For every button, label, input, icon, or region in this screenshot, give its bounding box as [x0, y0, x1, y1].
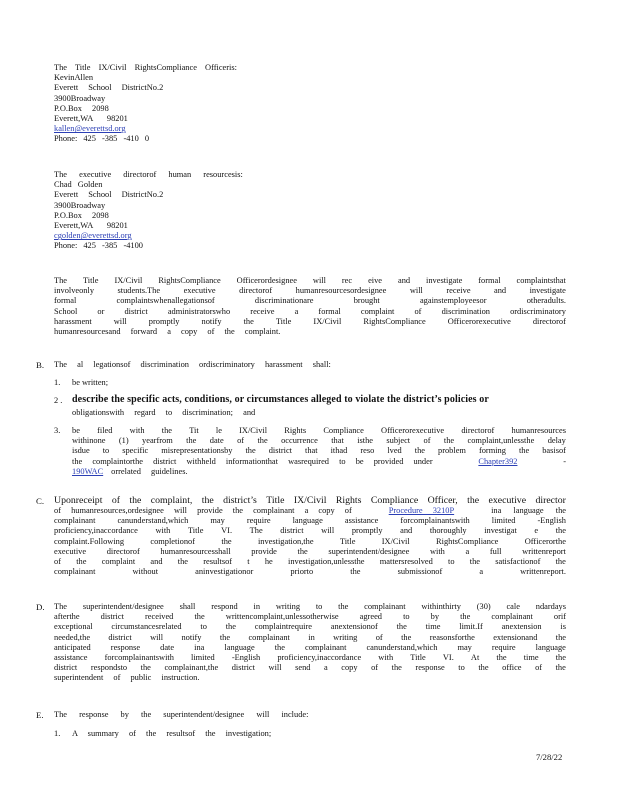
paragraph-line: Uponreceipt of the complaint, the district’s Title IX/Civil Rights Compliance Officer, the executive director	[54, 495, 566, 506]
paragraph-line	[72, 457, 566, 467]
section-b-item-2-bold: describe the specific acts, conditions, or circumstances alleged to violate the district’s policies or	[72, 394, 489, 405]
line-text: of humanresources,ordesignee will provide the complainant a copy of	[54, 506, 352, 515]
procedure-3210p-link[interactable]: Procedure 3210P	[388, 506, 455, 515]
contact-org: Everett School DistrictNo.2	[54, 190, 164, 200]
contact-phone: Phone: 425 -385 -4100	[54, 241, 143, 251]
paragraph-line: be filed with the Tit le IX/Civil Rights Compliance Officerorexecutive directorof humanresources	[72, 426, 566, 435]
line-text: ina language the	[491, 506, 566, 515]
paragraph-line: assistance forcomplainantswith limited -English proficiency,inaccordance with Title VI. At the time the	[54, 653, 566, 663]
line-text: orrelated guidelines.	[111, 466, 188, 476]
contact-street: 3900Broadway	[54, 93, 106, 103]
paragraph-line: isdue to specific misrepresentationsby the district that ithad reso lved the problem forming the basisof	[72, 446, 566, 456]
paragraph-line: afterthe district received the writtencomplaint,unlessotherwise agreed to by the complainant orif	[54, 612, 566, 622]
paragraph-line: complainant without aninvestigationor priorto the submissionof a writtenreport.	[54, 567, 566, 577]
paragraph-line	[54, 506, 566, 516]
contact-compliance-officer	[54, 63, 237, 145]
item-number: 2 .	[54, 396, 63, 405]
contact-phone: Phone: 425 -385 -410 0	[54, 134, 150, 144]
paragraph-line: district respondsto the complainant,the district will send a copy of the response to the office of the	[54, 663, 566, 673]
paragraph-line	[72, 467, 566, 477]
contact-pobox: P.O.Box 2098	[54, 210, 109, 220]
paragraph-line: proficiency,inaccordance with Title VI. The district will promptly and thoroughly investigat e the	[54, 526, 566, 536]
paragraph-line: complainant canunderstand,which may require language assistance forcomplainantswith limited -English	[54, 516, 566, 526]
contact-name: KevinAllen	[54, 73, 94, 83]
paragraph-line: exceptional circumstancesrelated to the complaintrequire anextensionof the time limit.If anextension is	[54, 622, 566, 632]
contact-pobox: P.O.Box 2098	[54, 103, 109, 113]
dash: -	[563, 456, 566, 466]
section-b-item-2-line2: obligationswith regard to discrimination; and	[72, 408, 256, 417]
contact-name: Chad Golden	[54, 180, 103, 190]
contact-intro: The Title IX/Civil RightsCompliance Officeris:	[54, 63, 237, 72]
paragraph-line: needed,the district will notify the complainant in writing of the reasonsforthe extensionand the	[54, 632, 566, 642]
item-number: 1.	[54, 729, 61, 738]
paragraph-line: The superintendent/designee shall respond in writing to the complainant withinthirty (30) cale ndardays	[54, 602, 566, 611]
section-e-text: The response by the superintendent/designee will include:	[54, 710, 309, 719]
contact-email-link[interactable]: kallen@everettsd.org	[54, 124, 126, 134]
paragraph-line: harassment will promptly notify the Title IX/Civil RightsCompliance Officerorexecutive directorof	[54, 316, 566, 326]
item-number: 1.	[54, 378, 61, 387]
item-number: 3.	[54, 426, 61, 435]
intro-paragraph	[54, 276, 566, 337]
section-d-letter: D.	[36, 602, 45, 612]
paragraph-line: humanresourcesand forward a copy of the complaint.	[54, 327, 281, 337]
section-b-item-3	[72, 426, 566, 477]
contact-intro: The executive directorof human resourcesis:	[54, 170, 243, 179]
section-c-paragraph	[54, 495, 566, 577]
section-c-letter: C.	[36, 496, 45, 506]
contact-street: 3900Broadway	[54, 200, 106, 210]
section-d-paragraph	[54, 602, 566, 684]
section-e-item-1: A summary of the resultsof the investigation;	[72, 729, 272, 738]
paragraph-line: withinone (1) yearfrom the date of the occurrence that isthe subject of the complaint,unlessthe delay	[72, 436, 566, 446]
section-e-letter: E.	[36, 710, 44, 720]
paragraph-line: complaint.Following completionof the investigation,the Title IX/Civil RightsCompliance Officerorthe	[54, 536, 566, 546]
paragraph-line: The Title IX/Civil RightsCompliance Officerordesignee will rec eive and investigate formal complaintsthat	[54, 276, 566, 285]
contact-city: Everett,WA 98201	[54, 221, 128, 231]
section-b-text: The al legationsof discrimination ordiscriminatory harassment shall:	[54, 360, 331, 369]
paragraph-line: of the complaint and the resultsof t he investigation,unlessthe mattersresolved to the satisfactionof the	[54, 557, 566, 567]
contact-hr-director	[54, 170, 243, 252]
footer-date: 7/28/22	[536, 752, 563, 762]
paragraph-line: involveonly students.The executive directorof humanresourcesordesignee will receive and investigate	[54, 286, 566, 296]
chapter-392-link[interactable]: Chapter392	[478, 456, 518, 466]
contact-city: Everett,WA 98201	[54, 114, 128, 124]
wac-190-link[interactable]: 190WAC	[72, 466, 104, 476]
paragraph-line: School or district administratorswho receive a formal complaint of discrimination ordiscriminatory	[54, 306, 566, 316]
paragraph-line: formal complaintswhenallegationsof discriminationare brought againstemployeesor otheradults.	[54, 296, 566, 306]
section-b-letter: B.	[36, 360, 45, 370]
paragraph-line: superintendent of public instruction.	[54, 673, 200, 683]
section-b-item-1: be written;	[72, 378, 109, 387]
contact-org: Everett School DistrictNo.2	[54, 83, 164, 93]
line-text: the complaintorthe district withheld informationthat wasrequired to be provided under	[72, 456, 433, 466]
paragraph-line: executive directorof humanresourcesshall provide the superintendent/designee with a full writtenreport	[54, 546, 566, 556]
contact-email-link[interactable]: cgolden@everettsd.org	[54, 231, 132, 241]
paragraph-line: anticipated response date ina language the complainant canunderstand,which may require language	[54, 642, 566, 652]
